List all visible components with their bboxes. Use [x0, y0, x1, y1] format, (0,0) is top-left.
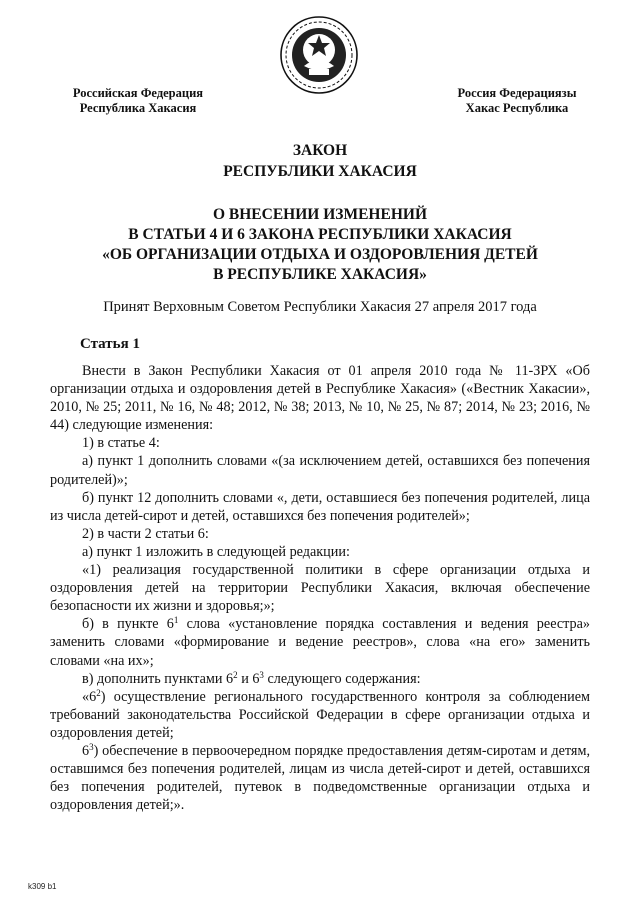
document-footer-code: k309 b1 [28, 882, 57, 891]
header-right-line-2: Хакас Республика [465, 101, 569, 115]
paragraph-item-2a-text: «1) реализация государственной политики в сфере организации отдыха и оздоровления детей на территории Республики Хакасия, включая обеспечение безопасности их жизни и здоровья;»; [50, 562, 590, 615]
law-subject-line-3: «ОБ ОРГАНИЗАЦИИ ОТДЫХА И ОЗДОРОВЛЕНИЯ ДЕТЕЙ [102, 246, 538, 263]
paragraph-item-1a: а) пункт 1 дополнить словами «(за исключением детей, оставшихся без попечения родителей)»; [50, 453, 590, 488]
paragraph-item-6-3: $6^3$) обеспечение в первоочередном порядке предоставления детям-сиротам и детям, оставшимся без попечения родителей, лицам из числа детей-сирот и детей, оставшихся без попечения родителей, путевок в подведомственные организации отдыха и оздоровления детей;». [50, 741, 590, 814]
paragraph-item-1: 1) в статье 4: [82, 435, 160, 452]
law-subject-line-4: В РЕСПУБЛИКЕ ХАКАСИЯ» [213, 266, 427, 283]
paragraph-intro: Внести в Закон Республики Хакасия от 01 апреля 2010 года № 11-ЗРХ «Об организации отдыха и оздоровления детей в Республике Хакасия» («Вестник Хакасии», 2010, № 25; 2011, № 16, № 48; 2012, № 38; 2013, № 10, № 25, № 87; 2014, № 23; 2016, № 44) следующие изменения: [50, 363, 590, 434]
paragraph-item-2: 2) в части 2 статьи 6: [82, 525, 209, 542]
law-title [0, 140, 640, 182]
adoption-line: Принят Верховным Советом Республики Хакасия 27 апреля 2017 года [103, 299, 537, 315]
header-left [48, 86, 228, 116]
article-heading: Статья 1 [80, 336, 140, 352]
header-left-line-2: Республика Хакасия [79, 101, 197, 115]
header-right-line-1: Россия Федерациязы [457, 86, 577, 100]
law-title-line-2: РЕСПУБЛИКИ ХАКАСИЯ [223, 163, 417, 180]
paragraph-item-2a: а) пункт 1 изложить в следующей редакции: [82, 543, 350, 560]
law-subject [0, 205, 640, 285]
law-subject-line-1: О ВНЕСЕНИИ ИЗМЕНЕНИЙ [212, 206, 427, 223]
article-body [50, 362, 590, 814]
paragraph-item-2b: б) в пункте $6^1$ слова «установление порядка составления и ведения реестра» заменить словами «формирование и ведение реестров», слова «на его» заменить словами «на их»; [50, 615, 590, 669]
republic-coat-of-arms-icon [278, 14, 360, 96]
paragraph-item-6-2: «$6^2$) осуществление регионального государственного контроля за соблюдением требований законодательства Российской Федерации в сфере организации отдыха и оздоровления детей; [50, 687, 590, 741]
header-left-line-1: Российская Федерация [72, 86, 204, 100]
paragraph-item-2v: в) дополнить пунктами $6^2$ и $6^3$ следующего содержания: [82, 669, 421, 687]
law-subject-line-2: В СТАТЬИ 4 И 6 ЗАКОНА РЕСПУБЛИКИ ХАКАСИЯ [128, 226, 512, 243]
header-right [432, 86, 602, 116]
law-title-line-1: ЗАКОН [292, 142, 348, 159]
paragraph-item-1b: б) пункт 12 дополнить словами «, дети, оставшиеся без попечения родителей, лица из числа детей-сирот и детей, оставшихся без попечения родителей»; [50, 489, 590, 524]
